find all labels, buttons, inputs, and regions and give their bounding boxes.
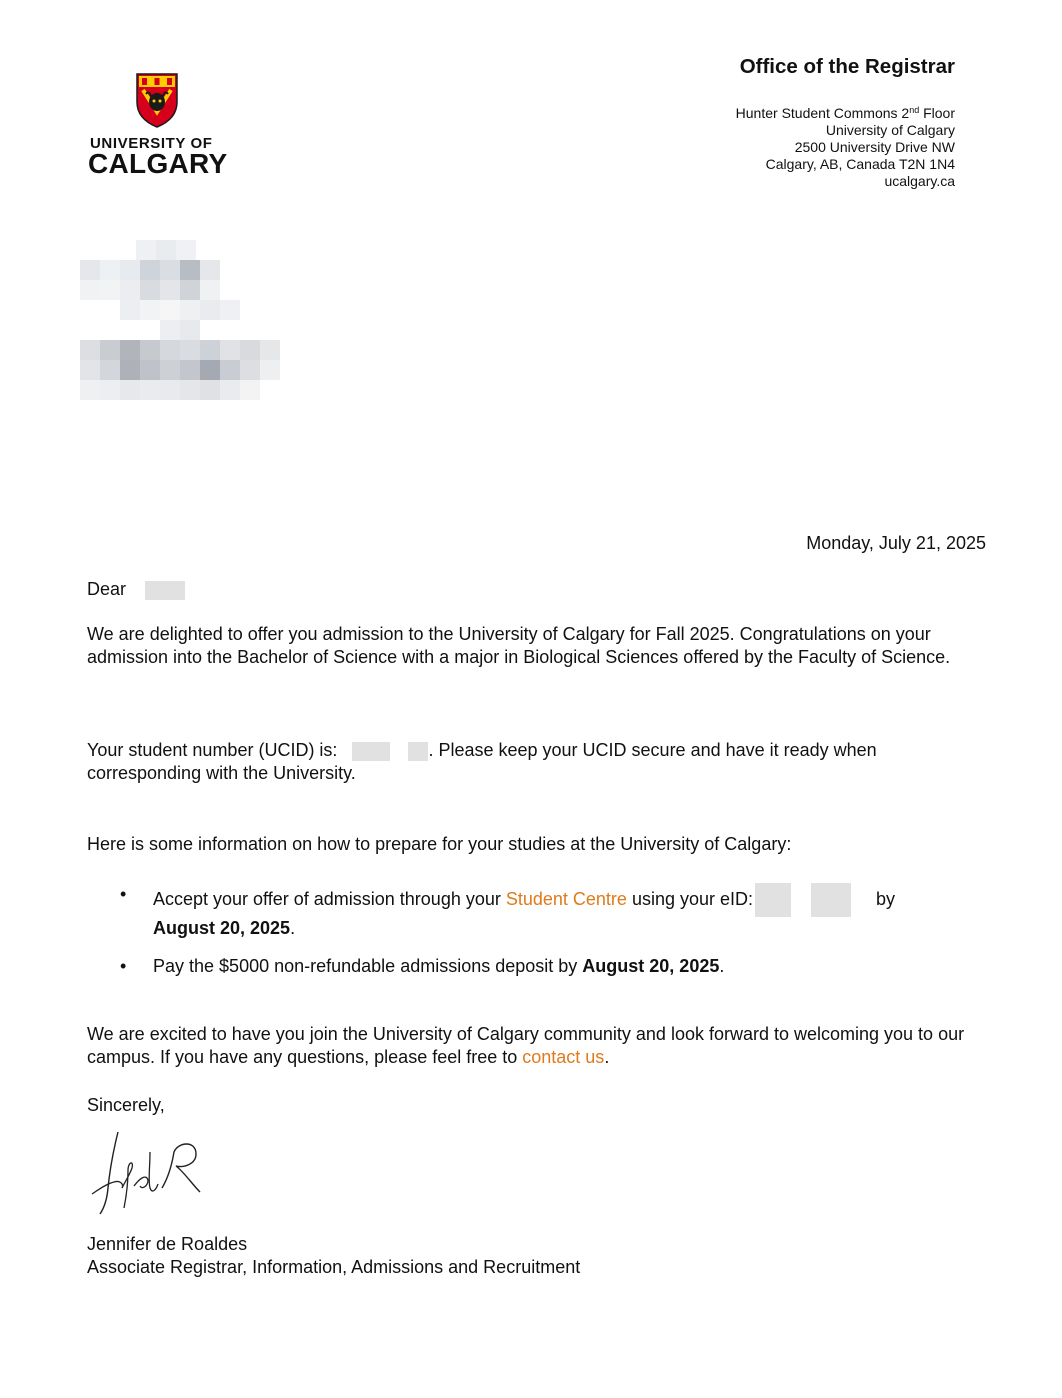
logo-line-1: UNIVERSITY OF — [90, 135, 213, 152]
crest-icon — [134, 72, 180, 128]
contact-us-link[interactable]: contact us — [522, 1047, 605, 1067]
redacted-eid-part-2 — [811, 883, 851, 917]
address-line-5: ucalgary.ca — [884, 173, 955, 189]
bullet-icon: • — [120, 884, 127, 904]
welcome-paragraph: We are excited to have you join the University of Calgary community and look forward to welcoming you to our campus. If you have any questions, please feel free to contact us. — [87, 1024, 965, 1067]
office-address — [736, 105, 955, 190]
address-line-2: University of Calgary — [825, 122, 955, 138]
logo-line-2: CALGARY — [88, 148, 228, 179]
signer-title: Associate Registrar, Information, Admissions and Recruitment — [87, 1257, 581, 1277]
closing: Sincerely, — [87, 1095, 165, 1115]
office-title: Office of the Registrar — [739, 55, 955, 78]
signature-image — [88, 1128, 208, 1218]
redacted-eid — [755, 883, 791, 917]
redacted-recipient-address — [78, 238, 308, 408]
address-line-3: 2500 University Drive NW — [794, 139, 955, 155]
student-centre-link[interactable]: Student Centre — [505, 889, 627, 909]
signer-name: Jennifer de Roaldes — [87, 1234, 248, 1254]
redacted-ucid — [352, 742, 390, 761]
address-line-1: Hunter Student Commons 2nd Floor — [735, 105, 955, 121]
bullet-icon: • — [120, 956, 127, 976]
signer-block — [87, 1233, 987, 1279]
redacted-ucid-part-2 — [408, 742, 428, 761]
redacted-name — [145, 581, 185, 600]
address-line-4: Calgary, AB, Canada T2N 1N4 — [765, 156, 955, 172]
admission-paragraph: We are delighted to offer you admission to the University of Calgary for Fall 2025. Congratulations on your admission into the Bachelor of Science with a major in Biological Sciences offered by the Faculty of Science. — [87, 624, 951, 667]
letter-date: Monday, July 21, 2025 — [806, 533, 986, 553]
preparation-intro: Here is some information on how to prepare for your studies at the University of Calgary: — [87, 834, 792, 854]
ucid-paragraph: Your student number (UCID) is: . Please keep your UCID secure and have it ready when corresponding with the University. — [87, 740, 877, 783]
salutation: Dear — [87, 578, 987, 601]
